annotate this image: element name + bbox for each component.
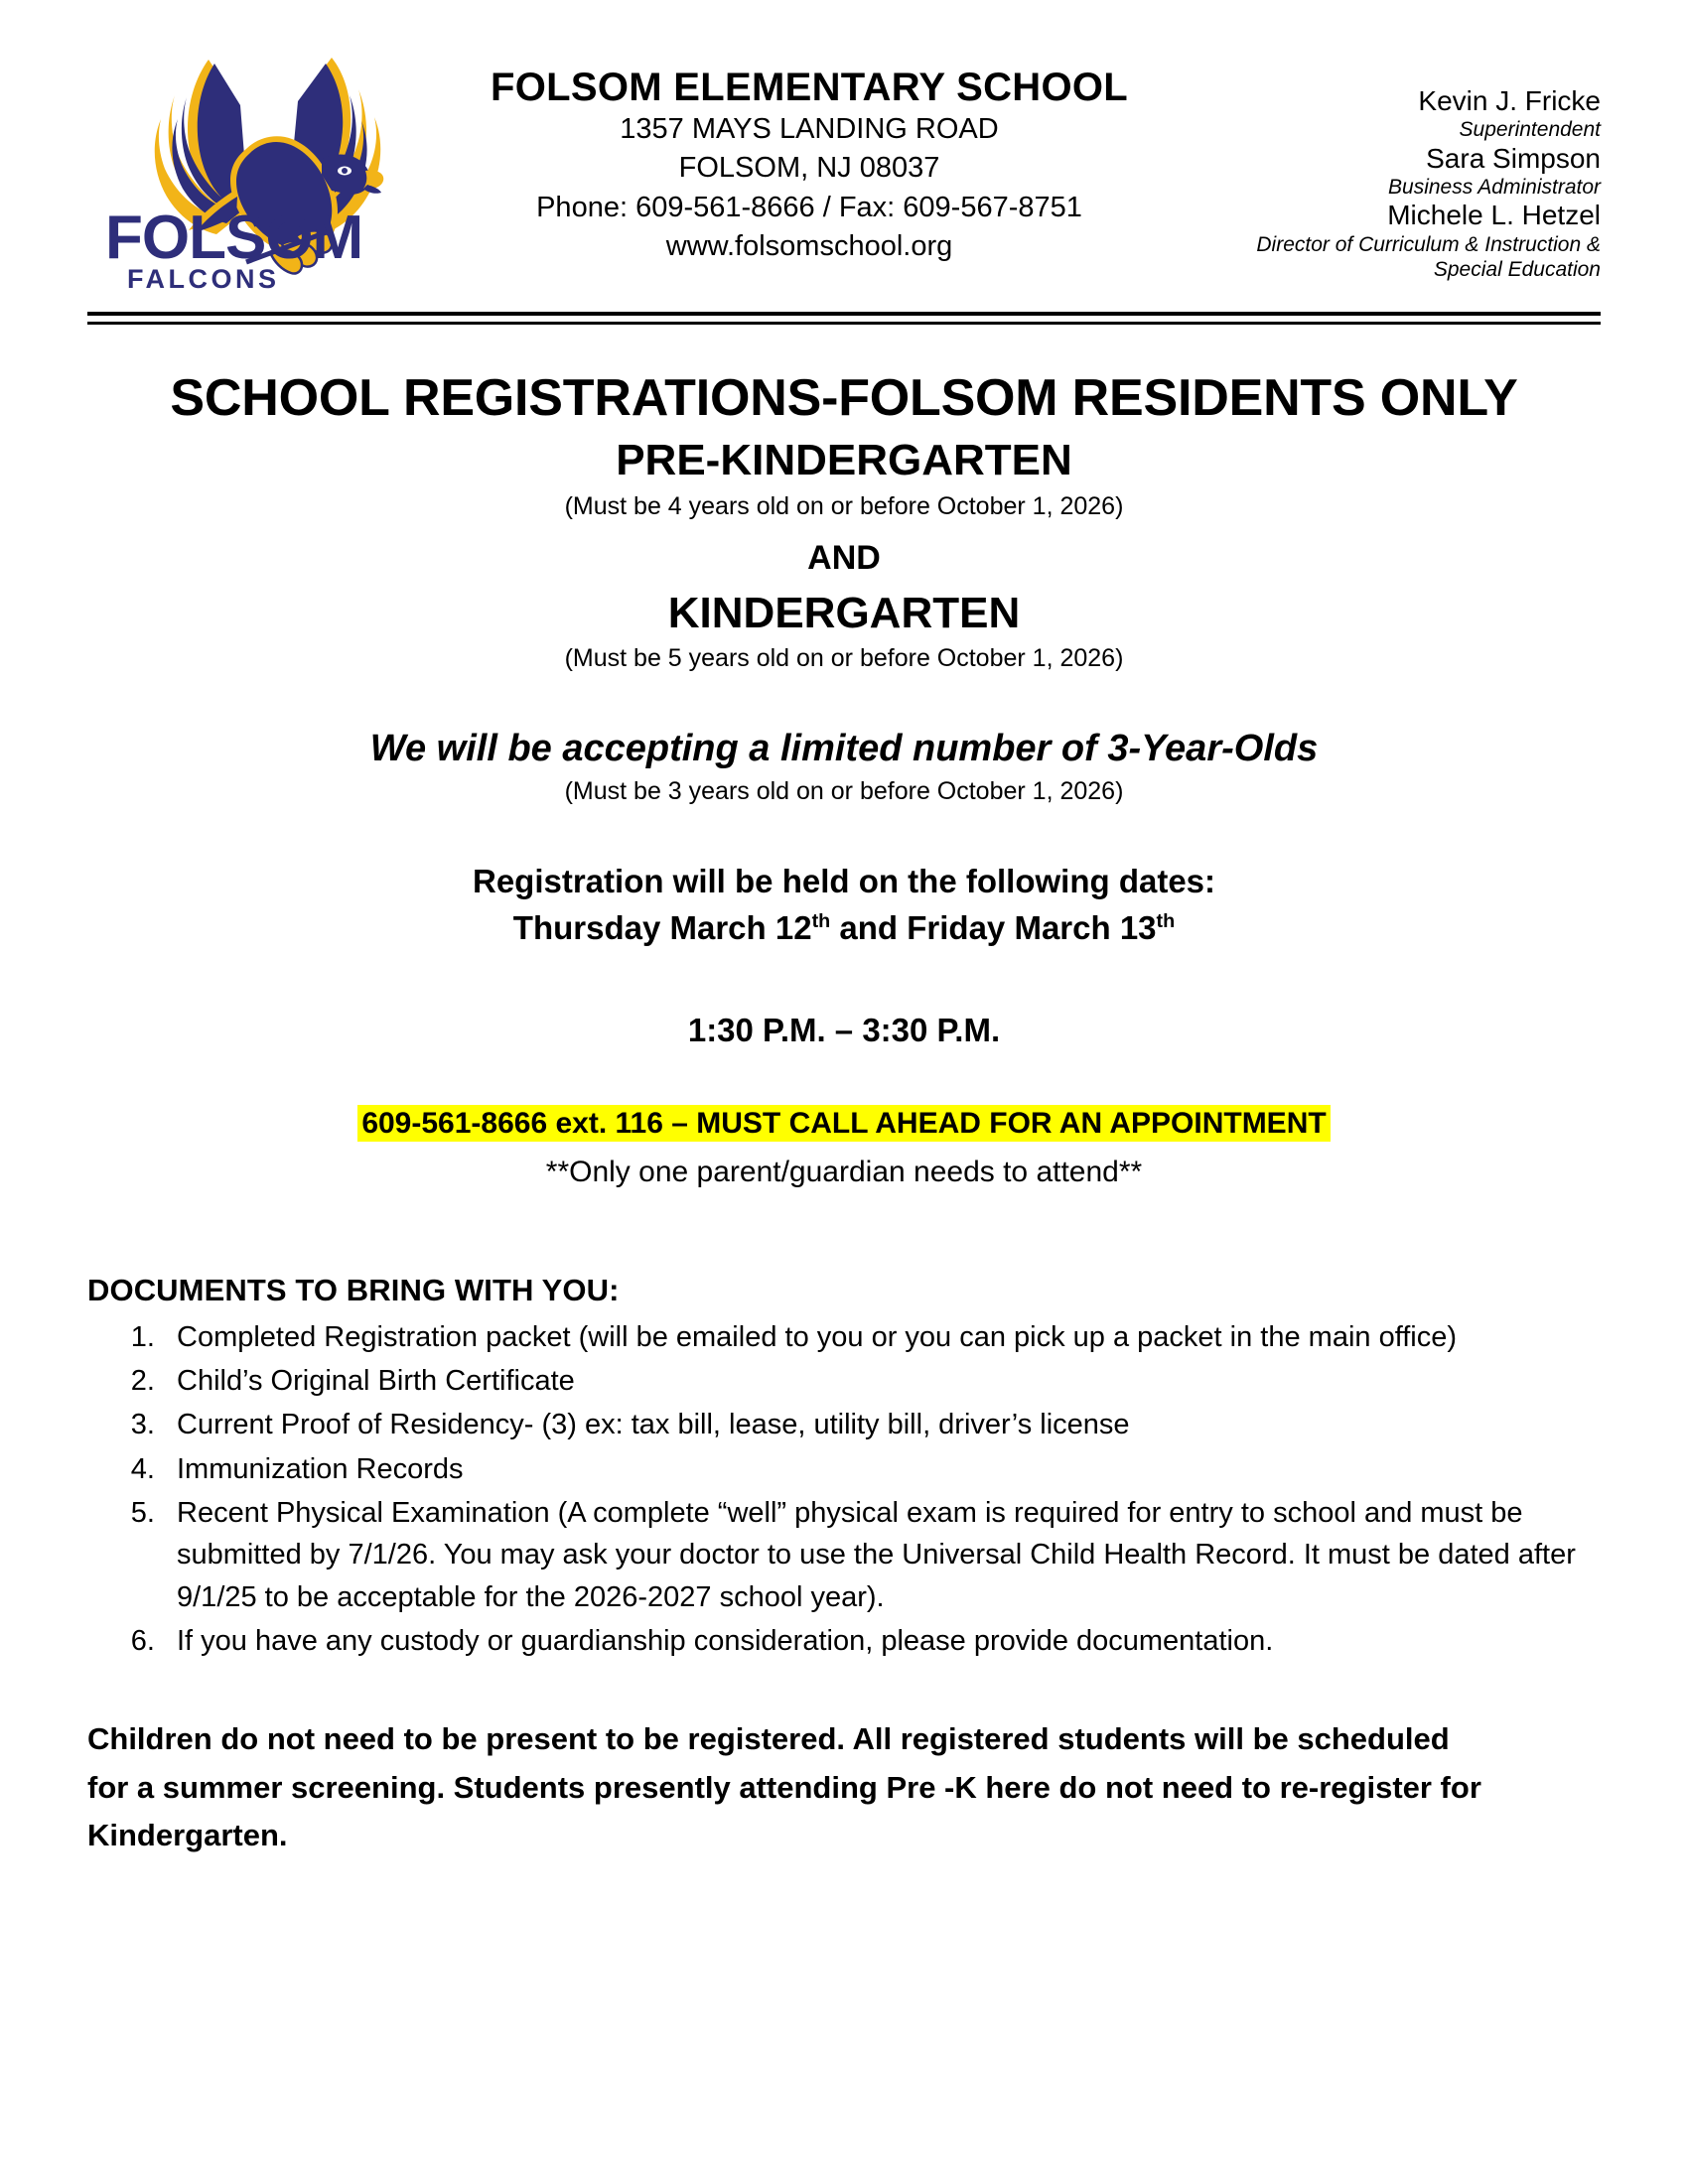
logo-wordmark bbox=[105, 204, 362, 294]
three-year-old-age-note: (Must be 3 years old on or before October 1, 2026) bbox=[564, 776, 1124, 805]
registration-dates-block bbox=[87, 859, 1601, 952]
list-item: 6. If you have any custody or guardianship consideration, please provide documentation. bbox=[163, 1620, 1601, 1662]
administrator-title-3-line1: Director of Curriculum & Instruction & bbox=[1256, 232, 1601, 256]
administrator-name-1: Kevin J. Fricke bbox=[1418, 85, 1601, 116]
registration-date-1-ordinal: th bbox=[811, 909, 831, 932]
list-item: 1. Completed Registration packet (will be emailed to you or you can pick up a packet in the main office) bbox=[163, 1316, 1601, 1358]
registration-dates-values bbox=[87, 905, 1601, 952]
program-kindergarten-heading: KINDERGARTEN bbox=[667, 588, 1021, 637]
administrator-title-3-line2: Special Education bbox=[1433, 258, 1601, 282]
header-divider-rule bbox=[87, 312, 1601, 325]
page-title: SCHOOL REGISTRATIONS-FOLSOM RESIDENTS ONLY bbox=[170, 369, 1518, 427]
school-address-line1: 1357 MAYS LANDING ROAD bbox=[620, 112, 999, 145]
registration-dates-joiner: and Friday March 13 bbox=[830, 908, 1157, 946]
registration-date-1: Thursday March 12 bbox=[512, 908, 812, 946]
attendance-note: **Only one parent/guardian needs to attend** bbox=[545, 1155, 1143, 1188]
program-pre-kindergarten-age-note: (Must be 4 years old on or before October 1, 2026) bbox=[564, 492, 1124, 521]
letterhead bbox=[87, 0, 1601, 298]
program-kindergarten-age-note: (Must be 5 years old on or before October 1, 2026) bbox=[564, 644, 1124, 673]
school-name: FOLSOM ELEMENTARY SCHOOL bbox=[490, 66, 1129, 109]
documents-list bbox=[87, 1316, 1601, 1663]
registration-time: 1:30 P.M. – 3:30 P.M. bbox=[687, 1011, 1001, 1048]
administrator-name-2: Sara Simpson bbox=[1426, 142, 1601, 174]
administrators-block bbox=[1243, 40, 1601, 283]
falcon-logo-icon bbox=[97, 42, 385, 295]
school-address-line2: FOLSOM, NJ 08037 bbox=[678, 152, 940, 185]
program-pre-kindergarten-heading: PRE-KINDERGARTEN bbox=[616, 436, 1072, 485]
svg-text:FALCONS: FALCONS bbox=[127, 264, 280, 294]
svg-text:FOLSOM: FOLSOM bbox=[105, 204, 363, 272]
school-website[interactable]: www.folsomschool.org bbox=[665, 230, 953, 263]
list-item: 3. Current Proof of Residency- (3) ex: tax bill, lease, utility bill, driver’s license bbox=[163, 1404, 1601, 1445]
appointment-phone-highlight[interactable]: 609-561-8666 ext. 116 – MUST CALL AHEAD FOR AN APPOINTMENT bbox=[357, 1105, 1330, 1142]
registration-date-2-ordinal: th bbox=[1156, 909, 1176, 932]
conjunction-and: AND bbox=[807, 538, 881, 577]
closing-paragraph: Children do not need to be present to be registered. All registered students will be scheduled for a summer screening. Students presently attending Pre -K here do not need to re-register for Kindergarten. bbox=[87, 1721, 1481, 1853]
registration-dates-intro: Registration will be held on the following dates: bbox=[472, 863, 1216, 900]
school-identity bbox=[375, 40, 1243, 267]
administrator-title-2: Business Administrator bbox=[1388, 176, 1601, 200]
administrator-name-3: Michele L. Hetzel bbox=[1387, 200, 1601, 231]
list-item: 2. Child’s Original Birth Certificate bbox=[163, 1360, 1601, 1402]
documents-heading: DOCUMENTS TO BRING WITH YOU: bbox=[87, 1272, 620, 1307]
list-item: 5. Recent Physical Examination (A complete “well” physical exam is required for entry to school and must be submitted by 7/1/26. You may ask your doctor to use the Universal Child Health Record. It must be dated after 9/1/25 to be acceptable for the 2026-2027 school year). bbox=[163, 1492, 1601, 1618]
three-year-old-announcement: We will be accepting a limited number of 3-Year-Olds bbox=[369, 727, 1319, 769]
administrator-title-1: Superintendent bbox=[1459, 118, 1601, 142]
flyer-body bbox=[87, 325, 1601, 1859]
list-item: 4. Immunization Records bbox=[163, 1448, 1601, 1490]
appointment-notice-row bbox=[87, 1101, 1601, 1146]
school-contact: Phone: 609-561-8666 / Fax: 609-567-8751 bbox=[536, 191, 1082, 223]
school-logo bbox=[87, 40, 385, 298]
